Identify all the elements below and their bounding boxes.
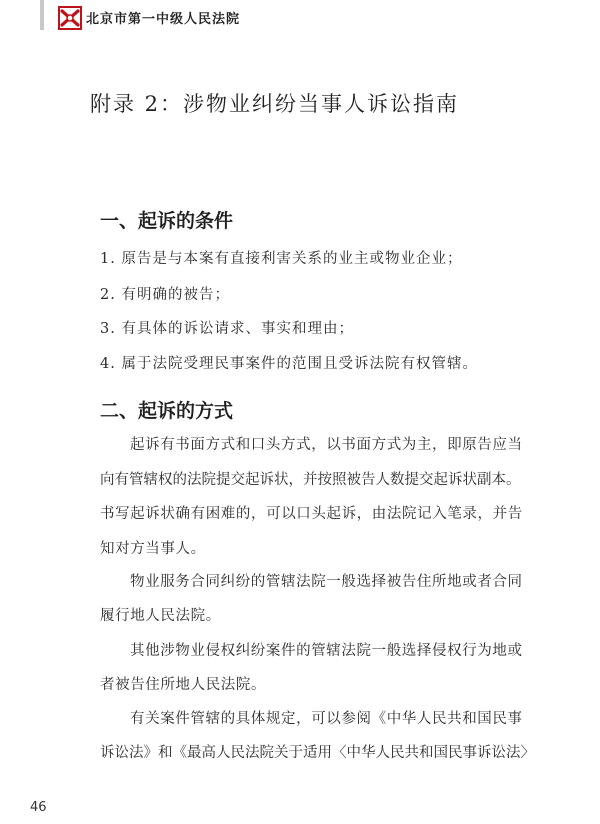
paragraph-line: 有关案件管辖的具体规定，可以参阅《中华人民共和国民事: [130, 711, 523, 727]
page-title: 附录 2：涉物业纠纷当事人诉讼指南: [90, 92, 460, 116]
page-header: [0, 0, 600, 36]
header-divider: [40, 0, 44, 30]
court-logo-icon: [58, 6, 82, 30]
court-name: 北京市第一中级人民法院: [86, 12, 241, 27]
paragraph-line: 起诉有书面方式和口头方式，以书面方式为主，即原告应当: [130, 437, 523, 453]
paragraph-line: 者被告住所地人民法院。: [100, 677, 267, 693]
paragraph-line: 书写起诉状确有困难的，可以口头起诉，由法院记入笔录，并告: [100, 506, 523, 522]
section-heading-conditions: 一、起诉的条件: [100, 210, 234, 232]
page-number: 46: [30, 800, 47, 815]
paragraph-line: 诉讼法》和《最高人民法院关于适用〈中华人民共和国民事诉讼法〉: [100, 745, 535, 761]
paragraph-line: 知对方当事人。: [100, 541, 206, 557]
paragraph-line: 物业服务合同纠纷的管辖法院一般选择被告住所地或者合同: [130, 574, 523, 590]
list-item: 4. 属于法院受理民事案件的范围且受诉法院有权管辖。: [100, 356, 478, 372]
paragraph-line: 其他涉物业侵权纠纷案件的管辖法院一般选择侵权行为地或: [130, 643, 523, 659]
paragraph-line: 向有管辖权的法院提交起诉状，并按照被告人数提交起诉状副本。: [100, 472, 521, 488]
section-heading-method: 二、起诉的方式: [100, 400, 234, 422]
list-item: 1. 原告是与本案有直接利害关系的业主或物业企业；: [100, 251, 463, 267]
paragraph-line: 履行地人民法院。: [100, 608, 221, 624]
list-item: 2. 有明确的被告；: [100, 287, 230, 303]
list-item: 3. 有具体的诉讼请求、事实和理由；: [100, 321, 354, 337]
